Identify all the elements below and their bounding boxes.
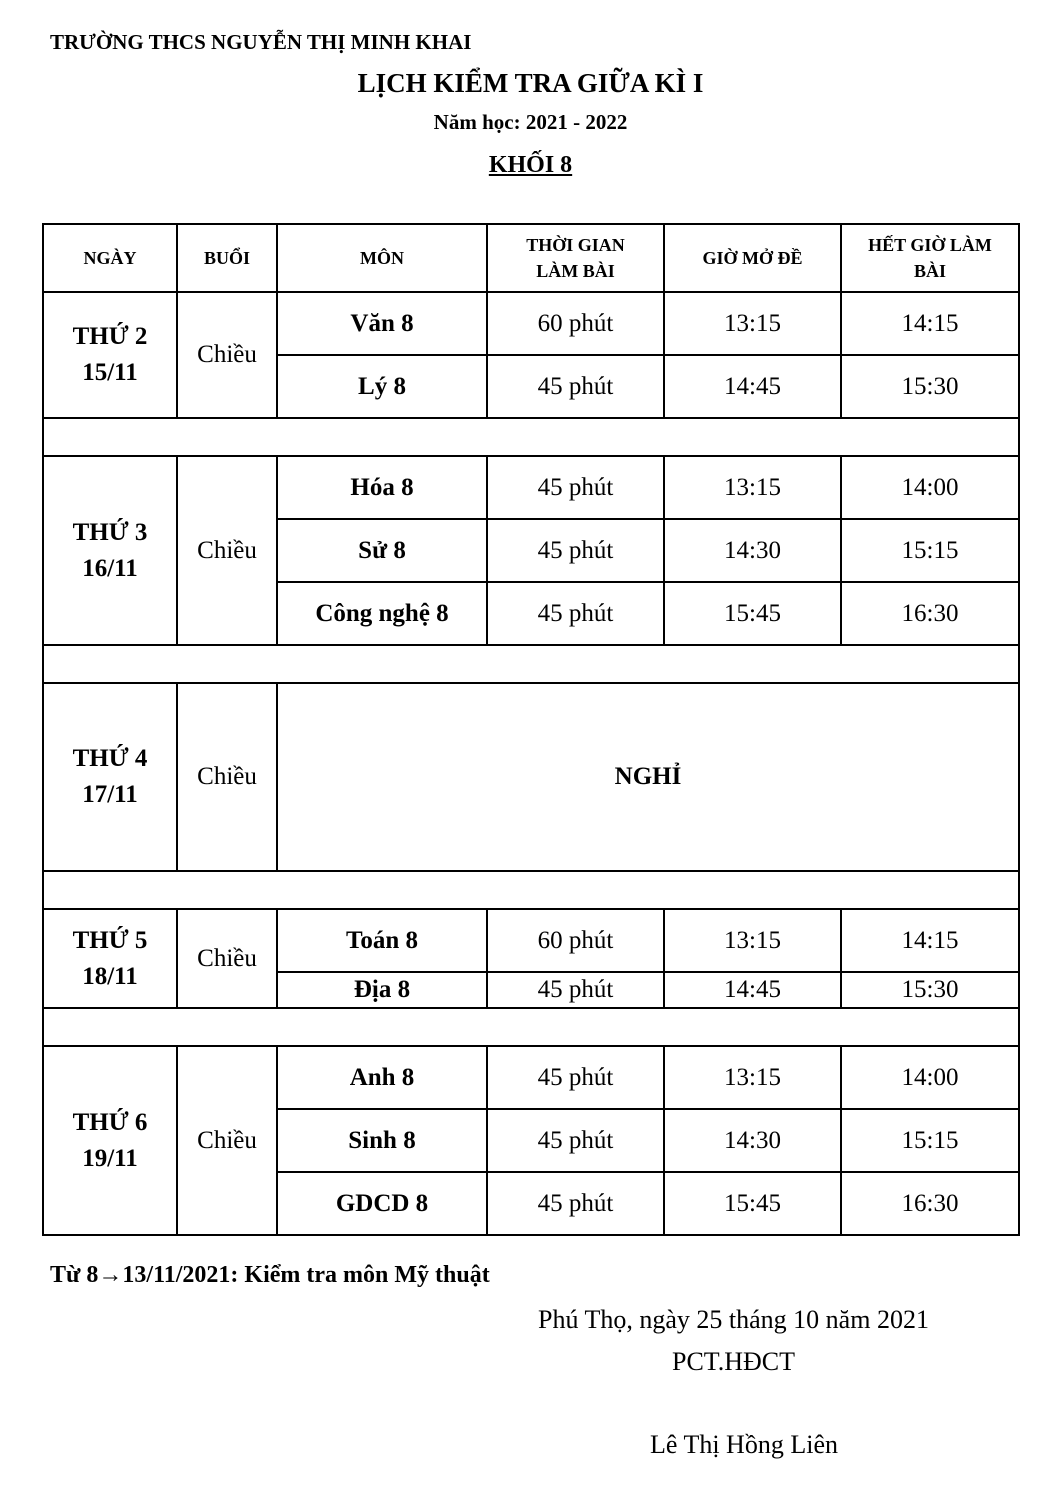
start-cell: 13:15 <box>664 1046 841 1109</box>
duration-cell: 45 phút <box>487 1172 664 1235</box>
end-cell: 14:00 <box>841 1046 1019 1109</box>
separator-cell <box>43 418 1019 456</box>
separator-row <box>43 1008 1019 1046</box>
duration-cell: 45 phút <box>487 456 664 519</box>
art-exam-note: Từ 8→13/11/2021: Kiểm tra môn Mỹ thuật <box>50 1262 490 1288</box>
grade-heading <box>0 152 1061 179</box>
end-cell: 15:15 <box>841 1109 1019 1172</box>
separator-row <box>43 645 1019 683</box>
end-cell: 16:30 <box>841 582 1019 645</box>
subject-cell: Sử 8 <box>277 519 487 582</box>
table-row <box>43 909 1019 972</box>
duration-cell: 45 phút <box>487 1109 664 1172</box>
subject-cell: Hóa 8 <box>277 456 487 519</box>
header-duration <box>487 224 664 292</box>
table-row <box>43 683 1019 871</box>
start-cell: 14:45 <box>664 972 841 1008</box>
day-date: 17/11 <box>82 781 138 808</box>
start-cell: 14:45 <box>664 355 841 418</box>
day-off-cell: NGHỈ <box>277 683 1019 871</box>
start-cell: 13:15 <box>664 456 841 519</box>
session-cell: Chiều <box>177 292 277 418</box>
subject-cell: Sinh 8 <box>277 1109 487 1172</box>
start-cell: 13:15 <box>664 292 841 355</box>
subject-cell: Lý 8 <box>277 355 487 418</box>
day-cell <box>43 683 177 871</box>
session-cell: Chiều <box>177 909 277 1008</box>
end-cell: 15:30 <box>841 972 1019 1008</box>
end-cell: 16:30 <box>841 1172 1019 1235</box>
subject-cell: Công nghệ 8 <box>277 582 487 645</box>
school-year: Năm học: 2021 - 2022 <box>433 110 628 134</box>
duration-cell: 45 phút <box>487 582 664 645</box>
document-title: LỊCH KIỂM TRA GIỮA KÌ I <box>357 68 704 98</box>
subject-cell: Văn 8 <box>277 292 487 355</box>
duration-cell: 60 phút <box>487 292 664 355</box>
weekday: THỨ 2 <box>72 323 148 350</box>
subject-cell: GDCD 8 <box>277 1172 487 1235</box>
end-cell: 15:15 <box>841 519 1019 582</box>
start-cell: 14:30 <box>664 1109 841 1172</box>
table-row <box>43 292 1019 355</box>
separator-row <box>43 871 1019 909</box>
weekday: THỨ 6 <box>72 1108 148 1136</box>
place-date: Phú Thọ, ngày 25 tháng 10 năm 2021 <box>538 1305 929 1334</box>
header-end-line1: HẾT GIỜ LÀM <box>868 235 992 255</box>
session-cell: Chiều <box>177 1046 277 1235</box>
header-start: GIỜ MỞ ĐỀ <box>664 224 841 292</box>
subject-cell: Toán 8 <box>277 909 487 972</box>
day-cell <box>43 1046 177 1235</box>
day-cell <box>43 909 177 1008</box>
exam-schedule-table <box>42 223 1020 1236</box>
duration-cell: 45 phút <box>487 1046 664 1109</box>
subject-cell: Anh 8 <box>277 1046 487 1109</box>
start-cell: 14:30 <box>664 519 841 582</box>
start-cell: 15:45 <box>664 1172 841 1235</box>
end-cell: 14:15 <box>841 292 1019 355</box>
table-row <box>43 456 1019 519</box>
duration-cell: 45 phút <box>487 972 664 1008</box>
end-cell: 14:15 <box>841 909 1019 972</box>
day-cell <box>43 456 177 645</box>
header-end-line2: BÀI <box>913 261 946 281</box>
table-header-row <box>43 224 1019 292</box>
separator-cell <box>43 645 1019 683</box>
header-session: BUỔI <box>177 224 277 292</box>
grade-label: KHỐI 8 <box>488 152 573 178</box>
weekday: THỨ 4 <box>72 745 148 772</box>
duration-cell: 60 phút <box>487 909 664 972</box>
separator-cell <box>43 871 1019 909</box>
duration-cell: 45 phút <box>487 519 664 582</box>
separator-row <box>43 418 1019 456</box>
header-date: NGÀY <box>43 224 177 292</box>
start-cell: 15:45 <box>664 582 841 645</box>
session-cell: Chiều <box>177 456 277 645</box>
day-date: 15/11 <box>82 359 138 386</box>
day-cell <box>43 292 177 418</box>
school-name: TRƯỜNG THCS NGUYỄN THỊ MINH KHAI <box>50 30 472 54</box>
end-cell: 15:30 <box>841 355 1019 418</box>
table-row <box>43 1046 1019 1109</box>
header-duration-line1: THỜI GIAN <box>526 235 625 255</box>
subject-cell: Địa 8 <box>277 972 487 1008</box>
signer-role: PCT.HĐCT <box>672 1347 796 1376</box>
end-cell: 14:00 <box>841 456 1019 519</box>
duration-cell: 45 phút <box>487 355 664 418</box>
session-cell: Chiều <box>177 683 277 871</box>
weekday: THỨ 3 <box>72 518 148 546</box>
weekday: THỨ 5 <box>72 926 148 954</box>
start-cell: 13:15 <box>664 909 841 972</box>
separator-cell <box>43 1008 1019 1046</box>
day-date: 16/11 <box>82 554 138 582</box>
day-date: 19/11 <box>82 1144 138 1172</box>
header-subject: MÔN <box>277 224 487 292</box>
header-end <box>841 224 1019 292</box>
signer-name: Lê Thị Hồng Liên <box>650 1430 838 1459</box>
day-date: 18/11 <box>82 962 138 990</box>
header-duration-line2: LÀM BÀI <box>536 261 615 281</box>
